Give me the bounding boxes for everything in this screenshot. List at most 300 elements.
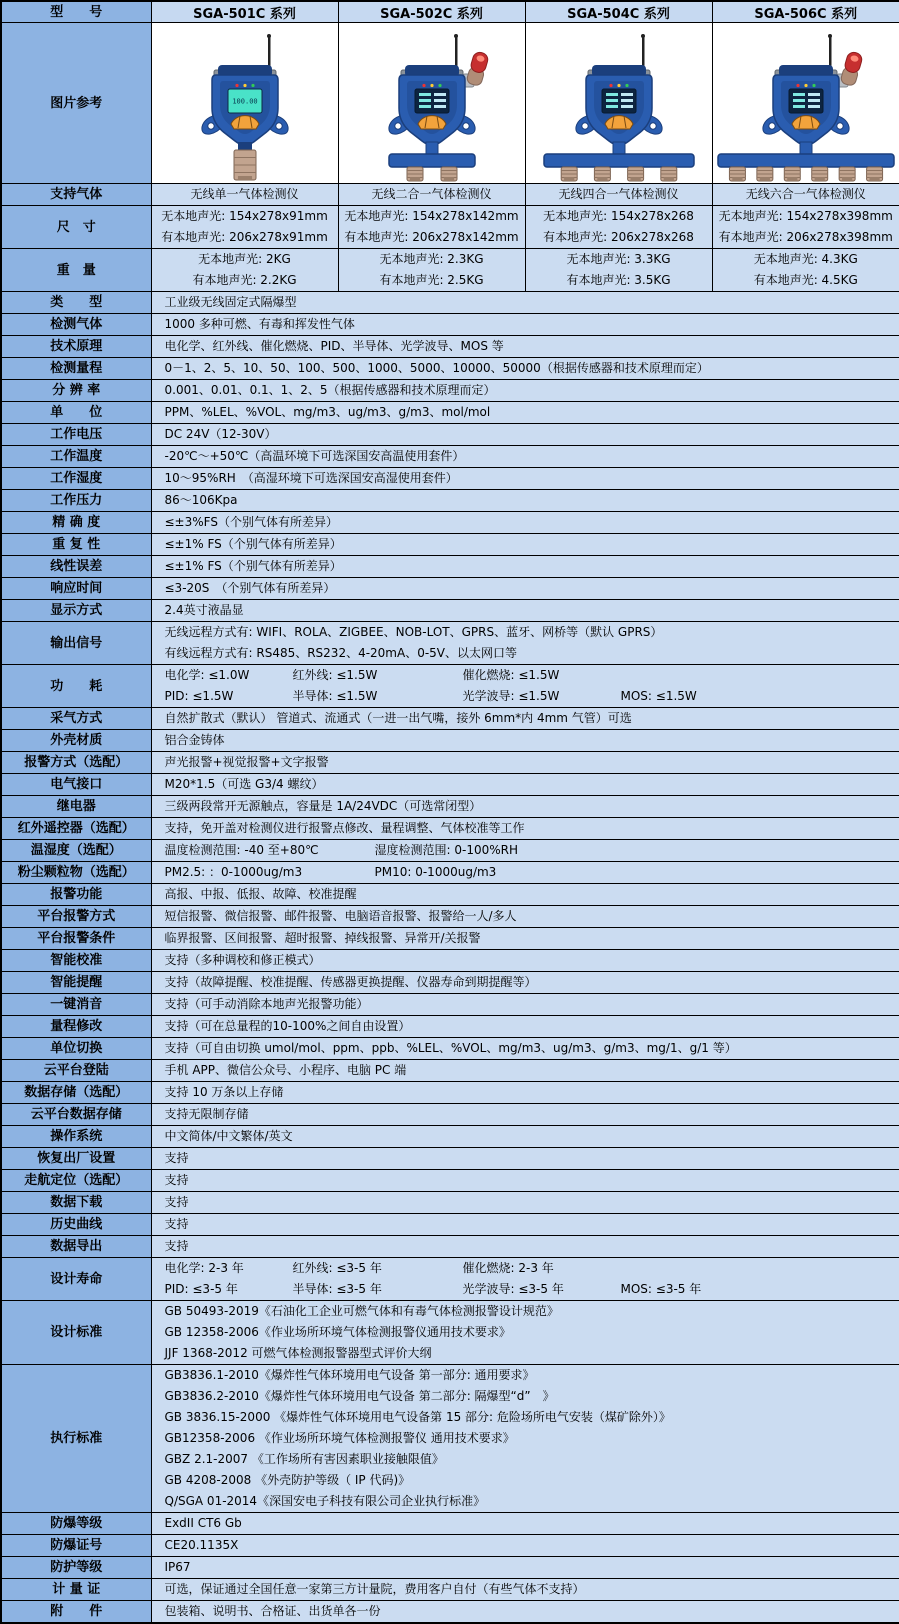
- table-row: [1, 512, 899, 534]
- spec-line: 有本地声光: 2.5KG: [339, 270, 525, 291]
- row-label: 工作压力: [1, 490, 151, 512]
- row-label: 历史曲线: [1, 1214, 151, 1236]
- spec-line: [152, 1236, 899, 1257]
- spec-value-cell: [151, 402, 899, 424]
- table-row: [1, 206, 899, 249]
- spec-segment: 可选，保证通过全国任意一家第三方计量院，费用客户自付（有些气体不支持）: [165, 1579, 585, 1600]
- spec-line: [152, 622, 899, 643]
- model-header-4: SGA-506C 系列: [712, 1, 899, 23]
- spec-segment: 电化学: ≤1.0W: [165, 665, 293, 686]
- row-label: 数据存储（选配）: [1, 1082, 151, 1104]
- row-label: 电气接口: [1, 774, 151, 796]
- spec-segment: 临界报警、区间报警、超时报警、掉线报警、异常开/关报警: [165, 928, 481, 949]
- row-label: 平台报警条件: [1, 928, 151, 950]
- row-label: 防护等级: [1, 1557, 151, 1579]
- spec-line: 无线四合一气体检测仪: [526, 184, 712, 205]
- spec-value-cell: [151, 928, 899, 950]
- spec-value-cell: [151, 972, 899, 994]
- table-row: [1, 796, 899, 818]
- spec-segment: 支持（故障提醒、校准提醒、传感器更换提醒、仪器寿命到期提醒等）: [165, 972, 537, 993]
- spec-line: 无本地声光: 154x278x268: [526, 206, 712, 227]
- spec-line: [152, 534, 899, 555]
- spec-segment: M20*1.5（可选 G3/4 螺纹）: [165, 774, 324, 795]
- spec-segment: GB3836.1-2010《爆炸性气体环境用电气设备 第一部分: 通用要求》: [165, 1365, 535, 1386]
- table-row: [1, 622, 899, 665]
- spec-segment: ≤±1% FS（个别气体有所差异）: [165, 534, 342, 555]
- table-row: [1, 490, 899, 512]
- spec-value-cell: [151, 556, 899, 578]
- row-label: 单位切换: [1, 1038, 151, 1060]
- spec-line: 无本地声光: 154x278x142mm: [339, 206, 525, 227]
- row-label: 计 量 证: [1, 1579, 151, 1601]
- spec-value-cell: [151, 1236, 899, 1258]
- table-row: [1, 446, 899, 468]
- spec-value-cell: [151, 1016, 899, 1038]
- spec-line: [152, 972, 899, 993]
- row-label: 红外遥控器（选配）: [1, 818, 151, 840]
- spec-segment: 短信报警、微信报警、邮件报警、电脑语音报警、报警给一人/多人: [165, 906, 517, 927]
- table-row: [1, 1557, 899, 1579]
- spec-line: 无本地声光: 2.3KG: [339, 249, 525, 270]
- spec-segment: 支持: [165, 1148, 293, 1169]
- wireless-single-gas-detector-icon: [152, 24, 338, 182]
- spec-value-cell: [151, 468, 899, 490]
- table-row: [1, 1104, 899, 1126]
- spec-value-cell: [151, 708, 899, 730]
- spec-segment: 0.001、0.01、0.1、1、2、5（根据传感器和技术原理而定）: [165, 380, 496, 401]
- table-row: [1, 1148, 899, 1170]
- wireless-6in1-gas-detector-icon: [713, 24, 899, 182]
- spec-segment: PM2.5: ：0-1000ug/m3: [165, 862, 375, 883]
- product-image-cell: [525, 23, 712, 184]
- spec-segment: 手机 APP、微信公众号、小程序、电脑 PC 端: [165, 1060, 407, 1081]
- product-image-cell: [712, 23, 899, 184]
- table-row: [1, 534, 899, 556]
- table-row: [1, 1038, 899, 1060]
- spec-line: [152, 556, 899, 577]
- table-row: [1, 1016, 899, 1038]
- spec-segment: PID: ≤1.5W: [165, 686, 293, 707]
- row-label: 数据下载: [1, 1192, 151, 1214]
- spec-line: [152, 490, 899, 511]
- spec-line: [152, 1491, 899, 1512]
- spec-line: 有本地声光: 4.5KG: [713, 270, 899, 291]
- model-header-1: SGA-501C 系列: [151, 1, 338, 23]
- spec-line: 无线单一气体检测仪: [152, 184, 338, 205]
- spec-value-cell: [151, 906, 899, 928]
- spec-value-cell: [151, 1060, 899, 1082]
- spec-line: [152, 1470, 899, 1491]
- row-label-model: 型 号: [1, 1, 151, 23]
- row-label: 执行标准: [1, 1365, 151, 1513]
- spec-line: [152, 730, 899, 751]
- table-row: [1, 972, 899, 994]
- spec-line: [152, 643, 899, 664]
- spec-line: 有本地声光: 2.2KG: [152, 270, 338, 291]
- spec-value-cell: [151, 1082, 899, 1104]
- spec-value-cell: [712, 249, 899, 292]
- spec-segment: 中文简体/中文繁体/英文: [165, 1126, 293, 1147]
- spec-line: [152, 578, 899, 599]
- spec-line: [152, 1214, 899, 1235]
- image-row: [1, 23, 899, 184]
- row-label: 精 确 度: [1, 512, 151, 534]
- row-label: 粉尘颗粒物（选配）: [1, 862, 151, 884]
- table-row: [1, 249, 899, 292]
- model-header-2: SGA-502C 系列: [338, 1, 525, 23]
- row-label: 线性误差: [1, 556, 151, 578]
- row-label: 附 件: [1, 1601, 151, 1624]
- spec-value-cell: [712, 206, 899, 249]
- table-row: [1, 184, 899, 206]
- spec-line: [152, 446, 899, 467]
- spec-value-cell: [151, 1104, 899, 1126]
- spec-segment: 支持无限制存储: [165, 1104, 293, 1125]
- spec-segment: 支持: [165, 1192, 293, 1213]
- spec-line: [152, 1579, 899, 1600]
- row-label: 重 复 性: [1, 534, 151, 556]
- row-label: 响应时间: [1, 578, 151, 600]
- spec-value-cell: [151, 424, 899, 446]
- spec-line: [152, 1126, 899, 1147]
- spec-segment: 工业级无线固定式隔爆型: [165, 292, 297, 313]
- spec-line: [152, 1301, 899, 1322]
- row-label: 支持气体: [1, 184, 151, 206]
- spec-segment: MOS: ≤3-5 年: [621, 1279, 702, 1300]
- spec-value-cell: [151, 534, 899, 556]
- spec-segment: -20℃～+50℃（高温环境下可选深国安高温使用套件）: [165, 446, 465, 467]
- spec-segment: GB 3836.15-2000 《爆炸性气体环境用电气设备第 15 部分: 危险场所电气安装（煤矿除外）》: [165, 1407, 671, 1428]
- spec-segment: DC 24V（12-30V）: [165, 424, 293, 445]
- spec-segment: 光学波导: ≤3-5 年: [463, 1279, 621, 1300]
- spec-value-cell: [151, 1557, 899, 1579]
- spec-value-cell: [151, 1301, 899, 1365]
- spec-value-cell: [151, 184, 338, 206]
- row-label: 显示方式: [1, 600, 151, 622]
- row-label: 操作系统: [1, 1126, 151, 1148]
- spec-line: [152, 928, 899, 949]
- row-label-image: 图片参考: [1, 23, 151, 184]
- spec-segment: ≤3-20S （个别气体有所差异）: [165, 578, 336, 599]
- row-label: 工作湿度: [1, 468, 151, 490]
- spec-segment: CE20.1135X: [165, 1535, 293, 1556]
- spec-value-cell: [151, 796, 899, 818]
- row-label: 输出信号: [1, 622, 151, 665]
- spec-segment: 催化燃烧: ≤1.5W: [463, 665, 621, 686]
- spec-line: [152, 665, 899, 686]
- table-row: [1, 1535, 899, 1557]
- spec-line: [152, 884, 899, 905]
- spec-line: [152, 600, 899, 621]
- spec-table-body: [1, 1, 899, 1623]
- row-label: 检测气体: [1, 314, 151, 336]
- row-label: 智能校准: [1, 950, 151, 972]
- row-label: 功 耗: [1, 665, 151, 708]
- table-row: [1, 358, 899, 380]
- spec-segment: 铝合金铸体: [165, 730, 293, 751]
- spec-value-cell: [151, 1126, 899, 1148]
- spec-segment: MOS: ≤1.5W: [621, 686, 697, 707]
- spec-line: [152, 818, 899, 839]
- spec-line: [152, 1601, 899, 1622]
- spec-segment: GB12358-2006 《作业场所环境气体检测报警仪 通用技术要求》: [165, 1428, 515, 1449]
- spec-segment: ≤±3%FS（个别气体有所差异）: [165, 512, 338, 533]
- spec-line: [152, 512, 899, 533]
- table-row: [1, 1513, 899, 1535]
- spec-line: [152, 424, 899, 445]
- spec-value-cell: [151, 1170, 899, 1192]
- row-label: 分 辨 率: [1, 380, 151, 402]
- spec-value-cell: [151, 314, 899, 336]
- row-label: 采气方式: [1, 708, 151, 730]
- row-label: 外壳材质: [1, 730, 151, 752]
- spec-segment: 支持 10 万条以上存储: [165, 1082, 293, 1103]
- table-row: [1, 840, 899, 862]
- spec-line: 无本地声光: 2KG: [152, 249, 338, 270]
- spec-segment: 1000 多种可燃、有毒和挥发性气体: [165, 314, 355, 335]
- spec-line: [152, 1343, 899, 1364]
- spec-line: [152, 1082, 899, 1103]
- spec-line: [152, 1258, 899, 1279]
- row-label: 智能提醒: [1, 972, 151, 994]
- spec-segment: IP67: [165, 1557, 293, 1578]
- spec-value-cell: [151, 818, 899, 840]
- row-label: 技术原理: [1, 336, 151, 358]
- row-label: 工作电压: [1, 424, 151, 446]
- table-row: [1, 292, 899, 314]
- spec-value-cell: [151, 1365, 899, 1513]
- row-label: 防爆证号: [1, 1535, 151, 1557]
- row-label: 检测量程: [1, 358, 151, 380]
- spec-segment: 自然扩散式（默认） 管道式、流通式（一进一出气嘴，接外 6mm*内 4mm 气管）可选: [165, 708, 632, 729]
- row-label: 云平台数据存储: [1, 1104, 151, 1126]
- spec-value-cell: [151, 380, 899, 402]
- spec-line: [152, 1148, 899, 1169]
- table-row: [1, 752, 899, 774]
- spec-segment: 声光报警+视觉报警+文字报警: [165, 752, 329, 773]
- spec-segment: 高报、中报、低报、故障、校准提醒: [165, 884, 357, 905]
- table-row: [1, 884, 899, 906]
- spec-line: [152, 380, 899, 401]
- spec-segment: GBZ 2.1-2007 《工作场所有害因素职业接触限值》: [165, 1449, 444, 1470]
- table-row: [1, 468, 899, 490]
- spec-line: 有本地声光: 206x278x142mm: [339, 227, 525, 248]
- table-row: [1, 314, 899, 336]
- spec-value-cell: [338, 249, 525, 292]
- table-row: [1, 1170, 899, 1192]
- spec-value-cell: [151, 1513, 899, 1535]
- spec-line: [152, 336, 899, 357]
- row-label: 恢复出厂设置: [1, 1148, 151, 1170]
- row-label: 工作温度: [1, 446, 151, 468]
- spec-line: [152, 402, 899, 423]
- table-row: [1, 906, 899, 928]
- spec-segment: 红外线: ≤1.5W: [293, 665, 463, 686]
- spec-value-cell: [151, 1579, 899, 1601]
- wireless-2in1-gas-detector-icon: [339, 24, 525, 182]
- spec-line: 无线二合一气体检测仪: [339, 184, 525, 205]
- spec-value-cell: [338, 206, 525, 249]
- spec-line: [152, 708, 899, 729]
- spec-line: [152, 1557, 899, 1578]
- spec-line: [152, 1428, 899, 1449]
- spec-line: 无本地声光: 4.3KG: [713, 249, 899, 270]
- spec-line: [152, 1104, 899, 1125]
- spec-line: [152, 1322, 899, 1343]
- row-label: 尺 寸: [1, 206, 151, 249]
- spec-value-cell: [712, 184, 899, 206]
- table-row: [1, 774, 899, 796]
- spec-line: [152, 796, 899, 817]
- spec-value-cell: [151, 206, 338, 249]
- spec-value-cell: [151, 336, 899, 358]
- spec-line: [152, 774, 899, 795]
- spec-value-cell: [151, 490, 899, 512]
- spec-segment: 电化学、红外线、催化燃烧、PID、半导体、光学波导、MOS 等: [165, 336, 504, 357]
- spec-segment: GB 50493-2019《石油化工企业可燃气体和有毒气体检测报警设计规范》: [165, 1301, 559, 1322]
- spec-line: [152, 1038, 899, 1059]
- spec-value-cell: [151, 446, 899, 468]
- spec-segment: 支持（可手动消除本地声光报警功能）: [165, 994, 369, 1015]
- table-row: [1, 1579, 899, 1601]
- row-label: 云平台登陆: [1, 1060, 151, 1082]
- spec-segment: 有线远程方式有: RS485、RS232、4-20mA、0-5V、以太网口等: [165, 643, 518, 664]
- spec-segment: GB 12358-2006《作业场所环境气体检测报警仪通用技术要求》: [165, 1322, 511, 1343]
- spec-value-cell: [151, 600, 899, 622]
- table-row: [1, 730, 899, 752]
- spec-line: [152, 358, 899, 379]
- spec-segment: GB3836.2-2010《爆炸性气体环境用电气设备 第二部分: 隔爆型“d” 》: [165, 1386, 555, 1407]
- table-row: [1, 1258, 899, 1301]
- spec-line: 有本地声光: 206x278x398mm: [713, 227, 899, 248]
- table-row: [1, 402, 899, 424]
- spec-segment: 支持（多种调校和修正模式）: [165, 950, 321, 971]
- spec-value-cell: [151, 358, 899, 380]
- spec-segment: Q/SGA 01-2014《深国安电子科技有限公司企业执行标准》: [165, 1491, 486, 1512]
- spec-line: [152, 314, 899, 335]
- spec-segment: 86～106Kpa: [165, 490, 293, 511]
- spec-segment: ExdII CT6 Gb: [165, 1513, 293, 1534]
- row-label: 设计标准: [1, 1301, 151, 1365]
- table-row: [1, 1236, 899, 1258]
- spec-value-cell: [151, 1214, 899, 1236]
- table-row: [1, 818, 899, 840]
- spec-line: 有本地声光: 206x278x268: [526, 227, 712, 248]
- row-label: 数据导出: [1, 1236, 151, 1258]
- product-image-cell: [151, 23, 338, 184]
- spec-segment: 包装箱、说明书、合格证、出货单各一份: [165, 1601, 381, 1622]
- spec-segment: JJF 1368-2012 可燃气体检测报警器型式评价大纲: [165, 1343, 432, 1364]
- row-label: 走航定位（选配）: [1, 1170, 151, 1192]
- spec-line: [152, 950, 899, 971]
- table-row: [1, 600, 899, 622]
- spec-value-cell: [151, 752, 899, 774]
- spec-line: 有本地声光: 3.5KG: [526, 270, 712, 291]
- table-row: [1, 862, 899, 884]
- spec-line: [152, 862, 899, 883]
- spec-segment: 半导体: ≤1.5W: [293, 686, 463, 707]
- spec-line: 无本地声光: 3.3KG: [526, 249, 712, 270]
- spec-line: [152, 686, 899, 707]
- spec-line: [152, 1449, 899, 1470]
- spec-value-cell: [151, 862, 899, 884]
- spec-segment: 无线远程方式有: WIFI、ROLA、ZIGBEE、NOB-LOT、GPRS、蓝牙、网桥等（默认 GPRS）: [165, 622, 663, 643]
- spec-segment: GB 4208-2008 《外壳防护等级（ IP 代码)》: [165, 1470, 411, 1491]
- model-header-row: [1, 1, 899, 23]
- spec-value-cell: [151, 1258, 899, 1301]
- spec-value-cell: [525, 206, 712, 249]
- spec-value-cell: [151, 665, 899, 708]
- row-label: 温湿度（选配）: [1, 840, 151, 862]
- model-header-3: SGA-504C 系列: [525, 1, 712, 23]
- row-label: 继电器: [1, 796, 151, 818]
- spec-value-cell: [151, 994, 899, 1016]
- spec-segment: 支持，免开盖对检测仪进行报警点修改、量程调整、气体校准等工作: [165, 818, 525, 839]
- spec-line: [152, 840, 899, 861]
- spec-value-cell: [525, 184, 712, 206]
- spec-segment: 支持（可在总量程的10-100%之间自由设置）: [165, 1016, 411, 1037]
- spec-segment: 支持: [165, 1170, 293, 1191]
- table-row: [1, 336, 899, 358]
- row-label: 重 量: [1, 249, 151, 292]
- spec-line: 无本地声光: 154x278x398mm: [713, 206, 899, 227]
- spec-segment: 三级两段常开无源触点，容量是 1A/24VDC（可选常闭型）: [165, 796, 482, 817]
- spec-segment: 0－1、2、5、10、50、100、500、1000、5000、10000、50000（根据传感器和技术原理而定）: [165, 358, 709, 379]
- spec-segment: PID: ≤3-5 年: [165, 1279, 293, 1300]
- spec-segment: PM10: 0-1000ug/m3: [375, 862, 545, 883]
- spec-value-cell: [151, 730, 899, 752]
- table-row: [1, 1214, 899, 1236]
- spec-line: [152, 1016, 899, 1037]
- spec-value-cell: [151, 884, 899, 906]
- spec-line: [152, 906, 899, 927]
- spec-line: [152, 468, 899, 489]
- table-row: [1, 1301, 899, 1365]
- table-row: [1, 424, 899, 446]
- wireless-4in1-gas-detector-icon: [526, 24, 712, 182]
- table-row: [1, 665, 899, 708]
- spec-value-cell: [151, 249, 338, 292]
- table-row: [1, 1192, 899, 1214]
- table-row: [1, 1082, 899, 1104]
- table-row: [1, 1060, 899, 1082]
- spec-line: [152, 1407, 899, 1428]
- spec-value-cell: [151, 774, 899, 796]
- spec-value-cell: [151, 512, 899, 534]
- spec-value-cell: [151, 840, 899, 862]
- table-row: [1, 994, 899, 1016]
- spec-value-cell: [151, 622, 899, 665]
- spec-value-cell: [151, 1038, 899, 1060]
- spec-value-cell: [151, 1535, 899, 1557]
- table-row: [1, 1126, 899, 1148]
- spec-line: [152, 1170, 899, 1191]
- row-label: 报警方式（选配）: [1, 752, 151, 774]
- spec-segment: 支持: [165, 1214, 293, 1235]
- spec-line: [152, 1365, 899, 1386]
- row-label: 防爆等级: [1, 1513, 151, 1535]
- spec-line: 无本地声光: 154x278x91mm: [152, 206, 338, 227]
- table-row: [1, 950, 899, 972]
- spec-line: [152, 994, 899, 1015]
- spec-segment: 红外线: ≤3-5 年: [293, 1258, 463, 1279]
- table-row: [1, 708, 899, 730]
- spec-line: [152, 752, 899, 773]
- spec-segment: PPM、%LEL、%VOL、mg/m3、ug/m3、g/m3、mol/mol: [165, 402, 491, 423]
- table-row: [1, 928, 899, 950]
- spec-value-cell: [151, 950, 899, 972]
- spec-value-cell: [338, 184, 525, 206]
